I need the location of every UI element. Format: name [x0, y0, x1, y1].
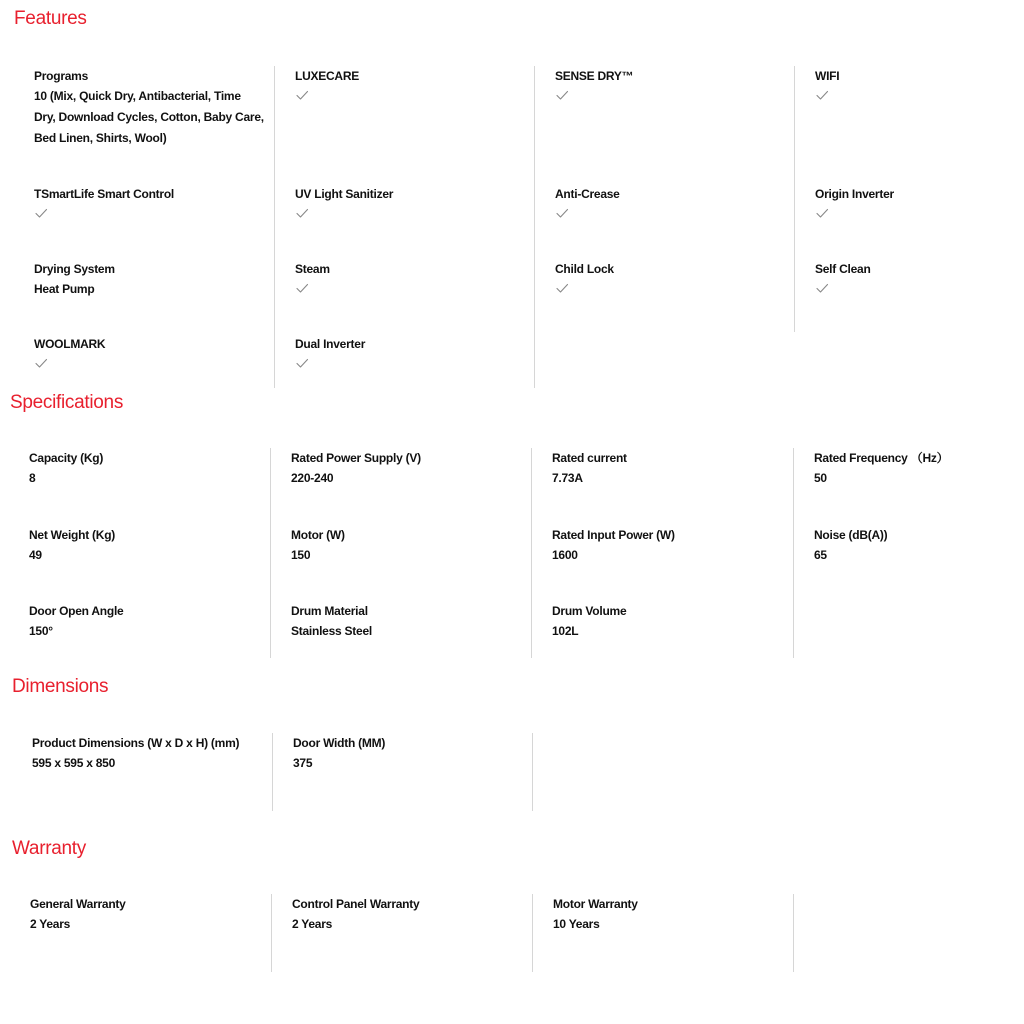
warranty-item-control-panel-warranty: [292, 894, 532, 935]
item-label: Drum Material: [291, 604, 368, 618]
item-label: SENSE DRY™: [555, 69, 634, 83]
features-item-sense-dry: [555, 66, 795, 102]
specifications-item-noise-db-a: [814, 525, 1024, 566]
specifications-item-drum-volume: [552, 601, 792, 642]
check-icon: [34, 206, 48, 220]
check-icon: [34, 356, 48, 370]
item-label: Product Dimensions (W x D x H) (mm): [32, 736, 240, 750]
features-heading: Features: [14, 8, 87, 29]
item-label: UV Light Sanitizer: [295, 187, 394, 201]
features-column-3: [534, 66, 775, 388]
check-icon: [555, 88, 569, 102]
item-value: 102L: [552, 624, 579, 638]
features-item-woolmark: [34, 334, 274, 370]
item-label: Anti-Crease: [555, 187, 620, 201]
check-icon: [555, 206, 569, 220]
specifications-item-rated-frequency-hz: [814, 448, 1024, 489]
features-item-dual-inverter: [295, 334, 535, 370]
features-item-luxecare: [295, 66, 535, 102]
item-label: TSmartLife Smart Control: [34, 187, 175, 201]
item-value: 10 Years: [553, 917, 600, 931]
item-label: WOOLMARK: [34, 337, 106, 351]
item-value: 65: [814, 548, 827, 562]
item-value: 220-240: [291, 471, 334, 485]
specifications-item-net-weight-kg: [29, 525, 269, 566]
features-item-drying-system: [34, 259, 274, 300]
item-label: Steam: [295, 262, 330, 276]
item-label: WIFI: [815, 69, 840, 83]
check-icon: [555, 281, 569, 295]
item-value: 10 (Mix, Quick Dry, Antibacterial, Time Dry, Download Cycles, Cotton, Baby Care, Bed Linen, Shirts, Wool): [34, 89, 264, 145]
dimensions-column-3: [532, 733, 773, 811]
dimensions-heading: Dimensions: [12, 676, 109, 697]
specifications-item-door-open-angle: [29, 601, 269, 642]
item-value: 2 Years: [292, 917, 333, 931]
features-item-uv-light-sanitizer: [295, 184, 535, 220]
features-item-wifi: [815, 66, 1024, 102]
specifications-item-drum-material: [291, 601, 531, 642]
item-label: Drum Volume: [552, 604, 627, 618]
check-icon: [295, 88, 309, 102]
features-item-tsmartlife-smart-control: [34, 184, 274, 220]
item-value: 595 x 595 x 850: [32, 756, 115, 770]
item-label: Noise (dB(A)): [814, 528, 888, 542]
item-label: Programs: [34, 69, 89, 83]
item-value: 375: [293, 756, 313, 770]
item-label: Dual Inverter: [295, 337, 366, 351]
check-icon: [815, 206, 829, 220]
item-label: Child Lock: [555, 262, 614, 276]
features-item-origin-inverter: [815, 184, 1024, 220]
item-value: 150°: [29, 624, 53, 638]
check-icon: [815, 88, 829, 102]
warranty-item-general-warranty: [30, 894, 270, 935]
warranty-column-4: [793, 894, 1024, 972]
specifications-heading: Specifications: [10, 392, 124, 413]
item-label: Rated Power Supply (V): [291, 451, 421, 465]
item-value: 7.73A: [552, 471, 583, 485]
item-label: Capacity (Kg): [29, 451, 104, 465]
item-value: 2 Years: [30, 917, 71, 931]
specifications-item-rated-current: [552, 448, 792, 489]
check-icon: [295, 281, 309, 295]
item-label: Rated Frequency （Hz）: [814, 451, 949, 465]
item-value: 150: [291, 548, 311, 562]
features-column-4: [794, 66, 1024, 332]
features-item-self-clean: [815, 259, 1024, 295]
item-value: 1600: [552, 548, 578, 562]
specifications-item-rated-power-supply-v: [291, 448, 531, 489]
item-label: LUXECARE: [295, 69, 360, 83]
item-value: 49: [29, 548, 42, 562]
item-label: Origin Inverter: [815, 187, 894, 201]
item-label: Control Panel Warranty: [292, 897, 420, 911]
item-value: Heat Pump: [34, 282, 95, 296]
specifications-column-2: [270, 448, 511, 658]
item-label: Rated Input Power (W): [552, 528, 675, 542]
check-icon: [815, 281, 829, 295]
features-column-2: [274, 66, 515, 388]
item-label: General Warranty: [30, 897, 126, 911]
features-item-child-lock: [555, 259, 795, 295]
item-label: Rated current: [552, 451, 627, 465]
item-label: Net Weight (Kg): [29, 528, 116, 542]
item-value: 8: [29, 471, 36, 485]
item-label: Door Width (MM): [293, 736, 386, 750]
item-label: Drying System: [34, 262, 115, 276]
warranty-column-3: [532, 894, 773, 972]
item-label: Door Open Angle: [29, 604, 124, 618]
dimensions-item-product-dimensions-w-x-d-x-h-mm: [32, 733, 272, 774]
specifications-item-rated-input-power-w: [552, 525, 792, 566]
item-value: Stainless Steel: [291, 624, 372, 638]
warranty-column-2: [271, 894, 512, 972]
dimensions-column-2: [272, 733, 513, 811]
item-label: Motor (W): [291, 528, 345, 542]
features-item-steam: [295, 259, 535, 295]
warranty-heading: Warranty: [12, 838, 86, 859]
warranty-item-motor-warranty: [553, 894, 793, 935]
item-label: Self Clean: [815, 262, 871, 276]
item-label: Motor Warranty: [553, 897, 638, 911]
specifications-item-capacity-kg: [29, 448, 269, 489]
features-item-anti-crease: [555, 184, 795, 220]
specifications-column-3: [531, 448, 772, 658]
dimensions-item-door-width-mm: [293, 733, 533, 774]
item-value: 50: [814, 471, 827, 485]
specifications-column-4: [793, 448, 1024, 658]
check-icon: [295, 206, 309, 220]
specifications-item-motor-w: [291, 525, 531, 566]
check-icon: [295, 356, 309, 370]
features-item-programs: [34, 66, 274, 149]
